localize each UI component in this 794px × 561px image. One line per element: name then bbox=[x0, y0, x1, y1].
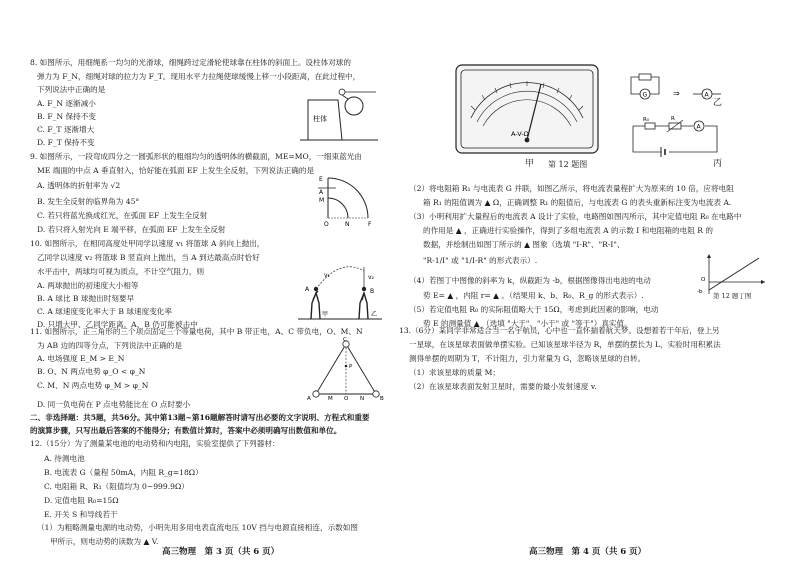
q9-option-d: D. 若只将入射光向 E 端平移，在弧面 EF 上发生全反射 bbox=[37, 225, 226, 234]
q12-sub2-line1: （2）将电阻箱 R₁ 与电流表 G 并联，如图乙所示，将电流表量程扩大为原来的 10 倍，应将电阻 bbox=[409, 184, 734, 193]
q10-option-c: C. A 球速度变化率大于 B 球速度变化率 bbox=[37, 307, 172, 316]
q12-sub3-line2: 的作用是 ▲ ，正确进行实验操作，得到了多组电流表 A 的示数 I 和电阻箱的电阻 R 的 bbox=[423, 226, 713, 235]
q10-figure bbox=[296, 253, 384, 325]
q11-option-d: D. 同一负电荷在 P 点电势能比在 O 点时要小 bbox=[37, 400, 191, 409]
q10-stem-line3: 水平击中，两球均可视为质点，不计空气阻力，则 bbox=[37, 267, 205, 276]
q11-label-m: M bbox=[328, 396, 333, 402]
graph-ding-intercept: -b bbox=[697, 289, 703, 295]
q9-option-a: A. 透明体的折射率为 √2 bbox=[37, 181, 121, 190]
caption-bing: 丙 bbox=[713, 159, 723, 169]
q11-option-c: C. M、N 两点电势 φ_M > φ_N bbox=[37, 381, 149, 390]
svg-text:⇒: ⇒ bbox=[673, 89, 680, 98]
q12-sub5-line2: 势 E 的测量值 ▲ （选填 "大于"、"小于" 或 "等于"）真实值。 bbox=[423, 319, 632, 328]
section2-heading-line2: 的演算步骤，只写出最后答案的不能得分；有数值计算时，答案中必须明确写出数值和单位。 bbox=[30, 426, 342, 435]
q8-option-a: A. F_N 逐渐减小 bbox=[37, 99, 96, 108]
q11-label-p: P bbox=[349, 364, 353, 370]
q9-stem-line1: 9. 如图所示，一段弯成四分之一圆弧形状的粗细均匀的透明体的横截面，ME=MO，一细束蓝光由 bbox=[30, 152, 362, 161]
svg-text:G: G bbox=[642, 91, 648, 99]
q10-label-v2: v₂ bbox=[368, 274, 374, 281]
q11-option-b: B. O、N 两点电势 φ_O < φ_N bbox=[37, 367, 146, 376]
q11-label-a: A bbox=[307, 396, 311, 402]
q10-label-a: A bbox=[305, 286, 310, 293]
q12-sub1-line1: （1）为粗略测量电源的电动势，小明先用多用电表直流电压 10V 挡与电源直接相连，示数如图 bbox=[37, 523, 358, 532]
caption-yi: 乙 bbox=[713, 98, 723, 108]
q8-stem-line2: 弹力为 F_N，细绳对球的拉力为 F_T。现用水平力拉绳使球缓慢上移一小段距离，在此过程中， bbox=[37, 72, 361, 81]
q11-label-c: C bbox=[343, 337, 347, 343]
q9-stem-line2: ME 端面的中点 A 垂直射入，恰好能在弧面 EF 上发生全反射，下列说法正确的是 bbox=[37, 166, 315, 175]
q9-label-f: F bbox=[368, 221, 372, 228]
q12-sub5-line1: （5）若定值电阻 R₀ 的实际阻值略大于 15Ω，考虑到此因素的影响，电动 bbox=[409, 305, 659, 314]
q12-stem: 12.（15分）为了测量某电池的电动势和内电阻，实验室提供了下列器材： bbox=[30, 439, 280, 448]
q9-label-e: E bbox=[319, 176, 323, 183]
right-page bbox=[397, 0, 794, 561]
q10-option-b: B. A 球比 B 球抛出时刻要早 bbox=[37, 294, 135, 303]
q9-label-n: N bbox=[345, 221, 350, 228]
q8-option-b: B. F_N 保持不变 bbox=[37, 112, 96, 121]
q13-line3: 测得单摆的周期为 T，不计阻力，引力常量为 G，忽略该星球的自转。 bbox=[409, 354, 646, 363]
q10-stem-line1: 10. 如图所示，在相同高度处甲同学以速度 v₁ 将篮球 A 斜向上抛出， bbox=[30, 239, 265, 248]
graph-ding-caption: 第 12 题丁图 bbox=[713, 292, 752, 300]
q12-sub4-line2: 势 E= ▲ ，内阻 r= ▲ 。（结果用 k、b、R₀、R_g 的形式表示）. bbox=[423, 291, 644, 300]
section2-heading-line1: 二、非选择题：共5题，共56分。其中第13题~第16题解答时请写出必要的文字说明、方程式和重要 bbox=[30, 413, 370, 422]
q12-item-c: C. 电阻箱 R、R₁（阻值均为 0~999.9Ω） bbox=[44, 482, 189, 491]
q8-figure bbox=[296, 86, 380, 146]
q11-label-o: O bbox=[344, 396, 349, 402]
q12-sub1-line2: 甲所示，则电动势的读数为 ▲ V. bbox=[50, 537, 159, 546]
q8-option-c: C. F_T 逐渐增大 bbox=[37, 125, 95, 134]
q10-option-d: D. 只增大甲、乙同学距离，A、B 仍可能被击中 bbox=[37, 320, 198, 329]
graph-ding bbox=[697, 252, 769, 296]
q10-option-a: A. 两球抛出的初速度大小相等 bbox=[37, 281, 139, 290]
q12-sub2-line2: 箱 R₁ 的阻值调为 ▲ Ω，正确调整 R₁ 的阻值后，与电流表 G 的表头重新标注变为电流表 A. bbox=[423, 198, 732, 207]
q11-figure bbox=[306, 336, 386, 402]
q12-item-e: E. 开关 S 和导线若干 bbox=[44, 510, 118, 519]
q10-label-yi: 乙 bbox=[371, 311, 378, 318]
q11-stem-line2: 为 AB 边的四等分点，下列说法中正确的是 bbox=[37, 341, 182, 350]
q11-stem-line1: 11. 如图所示，正三角形的三个项点固定三个等量电荷，其中 B 带正电，A、C 带负电，O、M、N bbox=[30, 327, 363, 336]
q8-figure-label: 柱体 bbox=[313, 115, 327, 123]
q9-label-a: A bbox=[319, 189, 324, 196]
q12-item-b: B. 电流表 G（量程 50mA，内阻 R_g=18Ω） bbox=[44, 468, 203, 477]
q12-item-d: D. 定值电阻 R₀=15Ω bbox=[44, 496, 119, 505]
right-footer: 高三物理 第 4 页（共 6 页） bbox=[529, 547, 647, 557]
svg-text:R: R bbox=[671, 116, 675, 122]
q12-sub3-line4: "R-1/I" 或 "1/I-R" 的形式表示）. bbox=[423, 256, 538, 265]
q9-option-c: C. 若只将蓝光换成红光，在弧面 EF 上发生全反射 bbox=[37, 211, 208, 220]
q13-part1: （1）求该星球的质量 M； bbox=[409, 368, 500, 377]
meter-scale-label: A-V-Ω bbox=[511, 130, 529, 138]
multimeter-figure bbox=[455, 64, 599, 154]
q11-label-n: N bbox=[360, 396, 365, 402]
q10-stem-line2: 乙同学以速度 v₂ 将篮球 B 竖直向上抛出，当 A 到达最高点时恰好 bbox=[37, 253, 260, 262]
caption-jia: 甲 bbox=[525, 159, 535, 169]
left-footer: 高三物理 第 3 页（共 6 页） bbox=[162, 547, 280, 557]
q8-stem-line3: 下列说法中正确的是 bbox=[37, 85, 106, 94]
q9-figure bbox=[316, 172, 376, 228]
q13-part2: （2）在该星球表面发射卫星时，需要的最小发射速度 v. bbox=[409, 382, 597, 391]
svg-text:A: A bbox=[696, 123, 701, 131]
circuit-bing bbox=[625, 112, 725, 160]
q11-option-a: A. 电场强度 E_M > E_N bbox=[37, 354, 125, 363]
q12-sub3-line3: 数据，并绘制出如图丁所示的 ▲ 图象（选填 "I-R"、"R-I"、 bbox=[423, 240, 625, 249]
q10-label-v1: v₁ bbox=[324, 272, 330, 279]
svg-text:A: A bbox=[704, 91, 709, 99]
q8-stem-line1: 8. 如图所示，用细绳系一均匀的光滑球，细绳跨过定滑轮使球靠在柱体的斜面上。设柱体对球的 bbox=[30, 58, 351, 67]
figure-title: 第 12 题图 bbox=[548, 160, 588, 169]
svg-text:R₀: R₀ bbox=[643, 117, 650, 123]
q9-option-b: B. 发生全反射的临界角为 45° bbox=[37, 197, 140, 206]
q12-sub3-line1: （3）小明利用扩大量程后的电流表 A 设计了实验，电路图如图丙所示，其中定值电阻 R₀ 在电路中 bbox=[409, 212, 742, 221]
graph-ding-origin: O bbox=[701, 277, 706, 283]
q10-label-b: B bbox=[370, 288, 375, 295]
q11-label-b: B bbox=[380, 396, 384, 402]
q8-option-d: D. F_T 保持不变 bbox=[37, 138, 95, 147]
q12-sub4-line1: （4）若图丁中图像的斜率为 k，纵截距为 -b，根据图像得出电池的电动 bbox=[409, 276, 651, 285]
graph-ding-line bbox=[709, 258, 759, 290]
q9-label-o: O bbox=[324, 221, 329, 228]
q10-label-jia: 甲 bbox=[322, 311, 329, 318]
q12-item-a: A. 待测电池 bbox=[44, 454, 85, 463]
q13-line2: 一星球，在该星球表面做单摆实验。已知该星球半径为 R，单摆的摆长为 L，实验时用积累法 bbox=[409, 340, 721, 349]
q9-label-m: M bbox=[319, 197, 325, 204]
q13-line1: 13.（6分）某同学非常适合当一名宇航员，心中也一直怀揣着航天梦。设想着若干年后，登上另 bbox=[399, 326, 720, 335]
